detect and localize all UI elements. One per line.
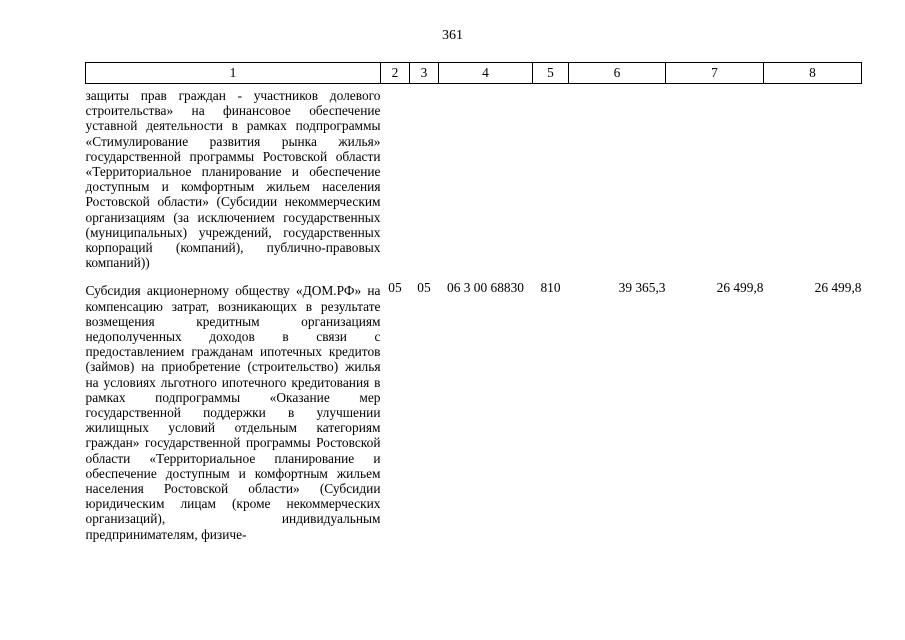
row-sum-1 <box>569 84 666 271</box>
col-header-7: 7 <box>666 63 764 84</box>
row-csr <box>439 84 533 271</box>
row-description: защиты прав граждан - участников долевого строительства» на финансовое обеспечение уставной деятельности в рамках подпрограммы «Стимулирование развития рынка жилья» государственной программы Ростовской области «Территориальное планирование и обеспечение доступным и комфортным жильем населения Ростовской области» (Субсидии некоммерческим организациям (за исключением государственных (муниципальных) учреждений, государственных корпораций (компаний), публично-правовых компаний)) <box>85 88 381 271</box>
table-row <box>86 84 862 271</box>
row-sum-2 <box>666 84 764 271</box>
header-row <box>86 63 862 84</box>
col-header-2: 2 <box>381 63 410 84</box>
page-number: 361 <box>442 28 463 43</box>
col-header-5: 5 <box>533 63 569 84</box>
col-header-8: 8 <box>764 63 862 84</box>
row-sum-2: 26 499,8 <box>716 280 764 296</box>
row-sum-3 <box>764 84 862 271</box>
row-csr: 06 3 00 68830 <box>447 280 524 296</box>
row-sum-1: 39 365,3 <box>618 280 666 296</box>
row-podrazdel <box>410 84 439 271</box>
row-sum-3: 26 499,8 <box>814 280 862 296</box>
row-podrazdel: 05 <box>417 280 431 296</box>
row-vr: 810 <box>540 280 561 296</box>
table-header <box>86 63 862 84</box>
table-row <box>86 280 862 541</box>
row-spacer <box>86 270 862 280</box>
row-vr <box>533 84 569 271</box>
row-description: Субсидия акционерному обществу «ДОМ.РФ» на компенсацию затрат, возникающих в результате возмещения кредитным организациям недополученных доходов в связи с предоставлением гражданам ипотечных кредитов (займов) на приобретение (строительство) жилья на условиях льготного ипотечного кредитования в рамках подпрограммы «Оказание мер государственной поддержки в улучшении жилищных условий отдельным категориям граждан» государственной программы Ростовской области «Территориальное планирование и обеспечение доступным и комфортным жильем населения Ростовской области» (Субсидии юридическим лицам (кроме некоммерческих организаций), индивидуальным предпринимателям, физиче- <box>85 283 381 542</box>
col-header-6: 6 <box>569 63 666 84</box>
col-header-1: 1 <box>86 63 381 84</box>
col-header-3: 3 <box>410 63 439 84</box>
row-razdel: 05 <box>388 280 402 296</box>
row-razdel <box>381 84 410 271</box>
budget-table <box>85 62 862 542</box>
col-header-4: 4 <box>439 63 533 84</box>
